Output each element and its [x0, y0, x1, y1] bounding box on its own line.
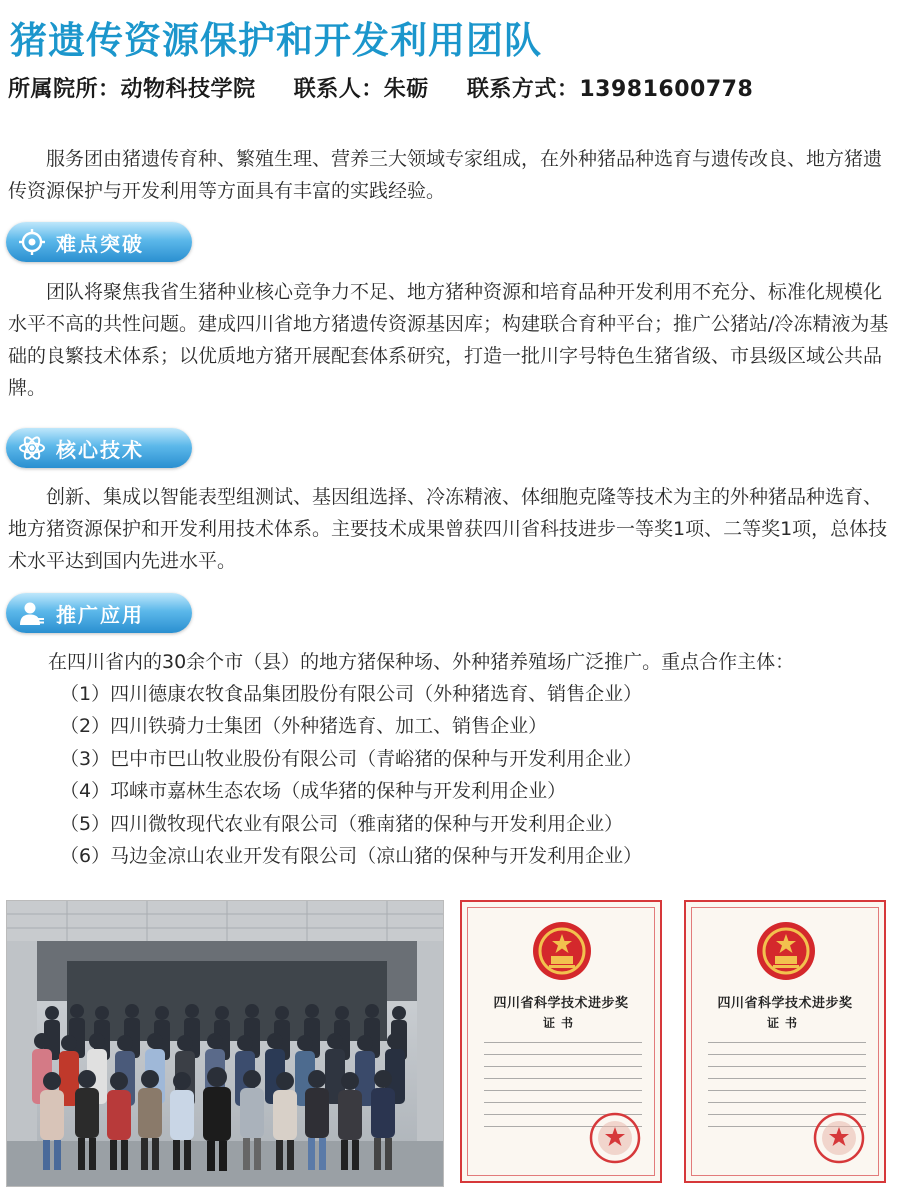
certificate-title: 四川省科学技术进步奖	[493, 996, 629, 1011]
page-title: 猪遗传资源保护和开发利用团队	[10, 19, 542, 62]
promotion-intro: 在四川省内的30余个市（县）的地方猪保种场、外种猪养殖场广泛推广。重点合作主体：	[48, 651, 795, 673]
national-emblem-icon	[531, 920, 593, 982]
section-header-breakthrough	[6, 222, 192, 262]
list-item: （5）四川微牧现代农业有限公司（雅南猪的保种与开发利用企业）	[60, 812, 624, 835]
certificate-title: 四川省科学技术进步奖	[717, 996, 853, 1011]
section-label-core-tech: 核心技术	[56, 438, 144, 462]
national-emblem-icon	[755, 920, 817, 982]
certificate-1	[460, 900, 662, 1183]
breakthrough-paragraph: 团队将聚焦我省生猪种业核心竞争力不足、地方猪种资源和培育品种开发利用不充分、标准化规模化水平不高的共性问题。建成四川省地方猪遗传资源基因库；构建联合育种平台；推广公猪站/冷冻精液为基础的良繁技术体系；以优质地方猪开展配套体系研究，打造一批川字号特色生猪省级、市县级区域公共品牌。	[8, 281, 889, 399]
list-item: （6）马边金凉山农业开发有限公司（凉山猪的保种与开发利用企业）	[60, 845, 643, 868]
core-tech-paragraph: 创新、集成以智能表型组测试、基因组选择、冷冻精液、体细胞克隆等技术为主的外种猪品种选育、地方猪资源保护和开发利用技术体系。主要技术成果曾获四川省科技进步一等奖1项、二等奖1项，总体技术水平达到国内先进水平。	[8, 486, 888, 572]
list-item: （3）巴中市巴山牧业股份有限公司（青峪猪的保种与开发利用企业）	[60, 747, 643, 770]
contact-phone-text: 联系方式：13981600778	[466, 77, 754, 102]
official-seal-icon	[812, 1111, 866, 1165]
section-header-core-tech	[6, 428, 192, 468]
user-icon	[18, 599, 46, 627]
list-item: （4）邛崃市嘉林生态农场（成华猪的保种与开发利用企业）	[60, 780, 567, 803]
certificate-subtitle: 证书	[542, 1016, 579, 1030]
target-icon	[18, 228, 46, 256]
official-seal-icon	[588, 1111, 642, 1165]
list-item: （2）四川铁骑力士集团（外种猪选育、加工、销售企业）	[60, 715, 548, 738]
section-header-promotion	[6, 593, 192, 633]
certificate-2	[684, 900, 886, 1183]
section-label-breakthrough: 难点突破	[56, 232, 144, 256]
atom-icon	[18, 434, 46, 462]
contact-line	[8, 72, 783, 103]
section-label-promotion: 推广应用	[56, 603, 144, 627]
team-photo	[6, 900, 444, 1187]
institute-text: 所属院所：动物科技学院	[8, 77, 256, 102]
intro-paragraph: 服务团由猪遗传育种、繁殖生理、营养三大领域专家组成，在外种猪品种选育与遗传改良、地方猪遗传资源保护与开发利用等方面具有丰富的实践经验。	[8, 148, 883, 202]
list-item: （1）四川德康农牧食品集团股份有限公司（外种猪选育、销售企业）	[60, 683, 643, 705]
contact-person-text: 联系人：朱砺	[293, 77, 429, 102]
certificate-subtitle: 证书	[766, 1016, 803, 1030]
partner-list	[60, 678, 642, 872]
